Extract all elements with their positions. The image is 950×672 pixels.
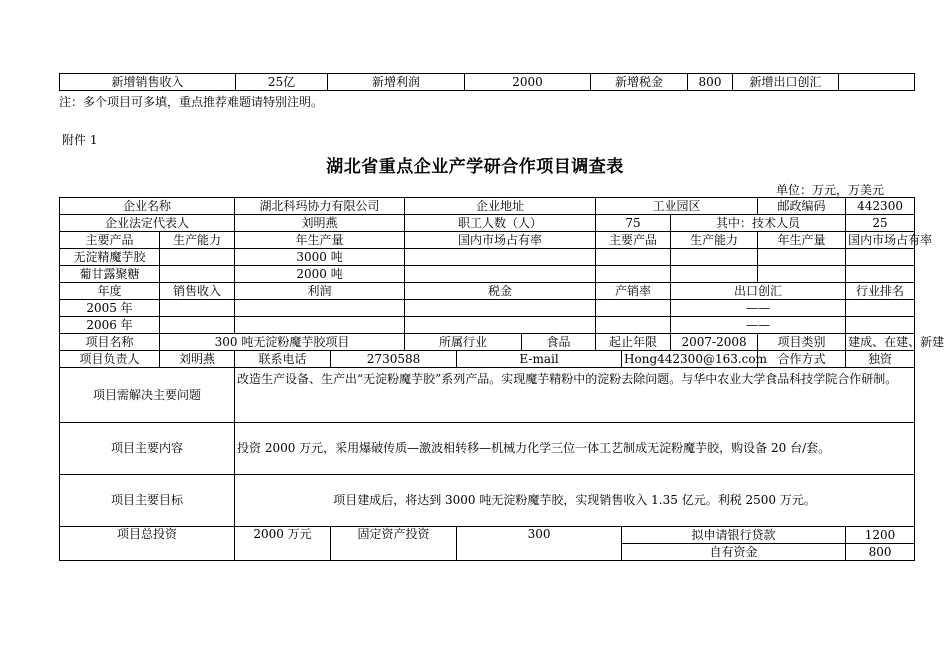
product-header-row (60, 232, 915, 249)
email-label: E-mail (457, 351, 622, 368)
year-label: 2005 年 (60, 300, 160, 317)
year-header: 行业排名 (846, 283, 915, 300)
product-share (405, 266, 596, 283)
problem: 改造生产设备、生产出“无淀粉魔芋胶”系列产品。实现魔芋精粉中的淀粉去除问题。与华中农业大学食品科技学院合作研制。 (235, 368, 915, 423)
product-name: 无淀精魔芋胶 (60, 249, 160, 266)
empty-cell (846, 300, 915, 317)
product-header: 年生产量 (758, 232, 846, 249)
company-name: 湖北科玛协力有限公司 (235, 198, 405, 215)
new-export-value (839, 74, 915, 91)
postcode: 442300 (846, 198, 915, 215)
tech-staff-label: 其中：技术人员 (671, 215, 846, 232)
empty-cell (405, 317, 596, 334)
product-name: 葡甘露聚糖 (60, 266, 160, 283)
new-export-label: 新增出口创汇 (733, 74, 839, 91)
empty-cell (846, 266, 915, 283)
year-export: —— (671, 317, 846, 334)
product-output: 3000 吨 (235, 249, 405, 266)
new-profit-label: 新增利润 (328, 74, 465, 91)
product-capacity (160, 249, 235, 266)
content: 投资 2000 万元，采用爆破传质—激波相转移—机械力化学三位一体工艺制成无淀粉魔芋胶，购设备 20 台/套。 (235, 423, 915, 475)
year-header-row (60, 283, 915, 300)
period-label: 起止年限 (596, 334, 671, 351)
empty-cell (235, 317, 405, 334)
product-header: 国内市场占有率 (405, 232, 596, 249)
legal-rep-label: 企业法定代表人 (60, 215, 235, 232)
investment-row (60, 527, 915, 544)
empty-cell (758, 249, 846, 266)
goal-label: 项目主要目标 (60, 475, 235, 527)
empty-cell (671, 266, 758, 283)
legal-rep: 刘明燕 (235, 215, 405, 232)
leader: 刘明燕 (160, 351, 235, 368)
empty-cell (596, 249, 671, 266)
empty-cell (160, 300, 235, 317)
staff-count: 75 (596, 215, 671, 232)
year-header: 年度 (60, 283, 160, 300)
own-fund-label: 自有资金 (622, 544, 846, 561)
industry-label: 所属行业 (405, 334, 522, 351)
year-export: —— (671, 300, 846, 317)
new-tax-value: 800 (688, 74, 733, 91)
empty-cell (596, 266, 671, 283)
new-sales-value: 25亿 (236, 74, 328, 91)
content-label: 项目主要内容 (60, 423, 235, 475)
project-type: 建成、在建、新建 (846, 334, 915, 351)
year-label: 2006 年 (60, 317, 160, 334)
new-sales-label: 新增销售收入 (60, 74, 236, 91)
attachment-label: 附件 1 (62, 133, 98, 147)
empty-cell (758, 266, 846, 283)
coop-label: 合作方式 (758, 351, 846, 368)
invest: 2000 万元 (235, 527, 331, 561)
product-header: 主要产品 (60, 232, 160, 249)
invest-label: 项目总投资 (60, 527, 235, 561)
year-header: 利润 (235, 283, 405, 300)
postcode-label: 邮政编码 (758, 198, 846, 215)
form-note: 注：多个项目可多填，重点推荐难题请特别注明。 (59, 95, 324, 109)
year-row (60, 300, 915, 317)
problem-row (60, 368, 915, 423)
phone-label: 联系电话 (235, 351, 331, 368)
loan-label: 拟申请银行贷款 (622, 527, 846, 544)
empty-cell (596, 317, 671, 334)
company-address-label: 企业地址 (405, 198, 596, 215)
product-header: 生产能力 (671, 232, 758, 249)
fixed-asset-label: 固定资产投资 (331, 527, 457, 561)
phone: 2730588 (331, 351, 457, 368)
company-row (60, 198, 915, 215)
year-header: 出口创汇 (671, 283, 846, 300)
industry: 食品 (522, 334, 596, 351)
content-row (60, 423, 915, 475)
product-row (60, 249, 915, 266)
company-name-label: 企业名称 (60, 198, 235, 215)
fixed-asset: 300 (457, 527, 622, 561)
period: 2007-2008 (671, 334, 758, 351)
product-capacity (160, 266, 235, 283)
empty-cell (405, 300, 596, 317)
staff-count-label: 职工人数（人） (405, 215, 596, 232)
product-header: 主要产品 (596, 232, 671, 249)
year-header: 产销率 (596, 283, 671, 300)
leader-label: 项目负责人 (60, 351, 160, 368)
company-address: 工业园区 (596, 198, 758, 215)
year-header: 税金 (405, 283, 596, 300)
goal-row (60, 475, 915, 527)
year-header: 销售收入 (160, 283, 235, 300)
survey-table (59, 197, 945, 561)
project-type-label: 项目类别 (758, 334, 846, 351)
own-fund: 800 (846, 544, 915, 561)
empty-cell (235, 300, 405, 317)
empty-cell (846, 317, 915, 334)
tech-staff: 25 (846, 215, 915, 232)
project-row (60, 334, 915, 351)
product-header: 年生产量 (235, 232, 405, 249)
project-name: 300 吨无淀粉魔芋胶项目 (160, 334, 405, 351)
empty-cell (671, 249, 758, 266)
year-row (60, 317, 915, 334)
empty-cell (160, 317, 235, 334)
representative-row (60, 215, 915, 232)
page-title: 湖北省重点企业产学研合作项目调查表 (326, 157, 624, 177)
empty-cell (846, 249, 915, 266)
product-row (60, 266, 915, 283)
new-tax-label: 新增税金 (591, 74, 688, 91)
top-summary-table (59, 73, 915, 91)
empty-cell (596, 300, 671, 317)
coop: 独资 (846, 351, 915, 368)
goal: 项目建成后，将达到 3000 吨无淀粉魔芋胶，实现销售收入 1.35 亿元。利税 2500 万元。 (235, 475, 915, 527)
top-summary-row (60, 74, 915, 91)
leader-row (60, 351, 915, 368)
product-header: 国内市场占有率 (846, 232, 915, 249)
loan: 1200 (846, 527, 915, 544)
product-share (405, 249, 596, 266)
unit-label: 单位：万元，万美元 (775, 183, 884, 197)
email: Hong442300@163.com (622, 351, 758, 368)
new-profit-value: 2000 (465, 74, 591, 91)
problem-label: 项目需解决主要问题 (60, 368, 235, 423)
product-header: 生产能力 (160, 232, 235, 249)
product-output: 2000 吨 (235, 266, 405, 283)
project-name-label: 项目名称 (60, 334, 160, 351)
